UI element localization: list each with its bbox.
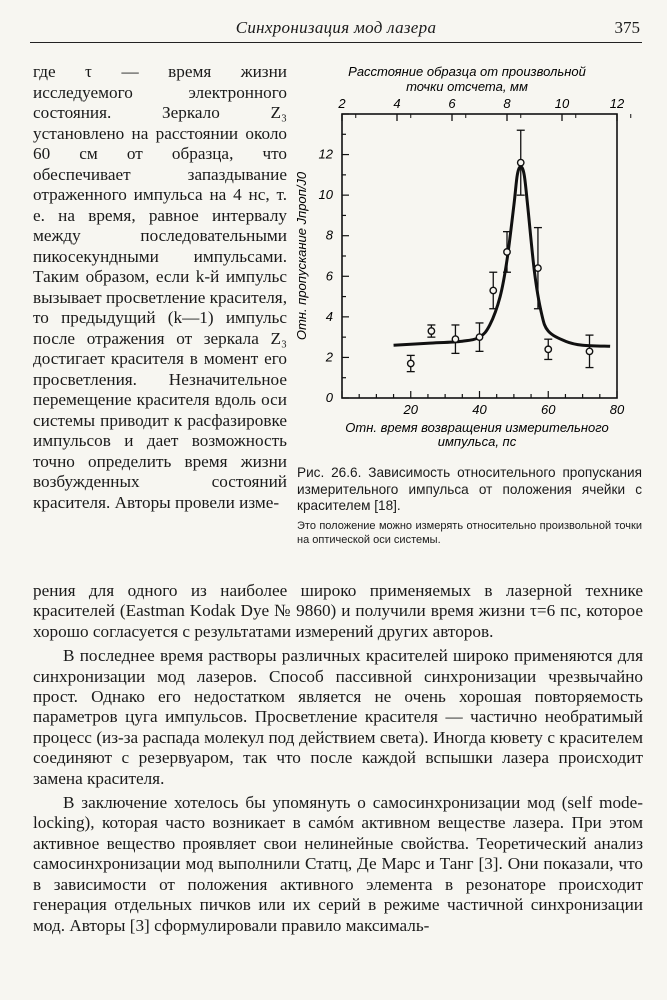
y-tick-label: 0 bbox=[325, 390, 333, 405]
y-tick-label: 6 bbox=[325, 268, 333, 284]
plot-frame bbox=[342, 114, 617, 398]
x-tick-label: 60 bbox=[541, 402, 556, 417]
caption-note: Это положение можно измерять относительно произвольной точки на оптической оси системы. bbox=[297, 519, 642, 546]
data-point bbox=[517, 130, 525, 195]
data-point-marker bbox=[586, 348, 592, 354]
left-column bbox=[33, 62, 287, 513]
data-point bbox=[451, 325, 459, 353]
figure-26-6 bbox=[292, 60, 642, 449]
left-column-text: где τ — время жизни исследуемого электронного состояния. Зеркало Z₃ установлено на расстоянии около 60 см от образца, что обеспечивает запаздывание отраженного импульса на 4 нс, т. е. на время, равное интервалу между последовательными пикосекундными импульсами. Таким образом, если k-й импульс вызывает просветление красителя, то предыдущий (k—1) импульс после отражения от зеркала Z₃ достигает красителя в момент его просветления. Незначительное перемещение красителя вдоль оси системы приводит к расфазировке импульсов и дает возможность точно определить время жизни возбужденных состояний красителя. Авторы провели изме- bbox=[33, 62, 287, 512]
y-tick-label: 4 bbox=[325, 308, 333, 324]
data-point-marker bbox=[476, 334, 482, 340]
x-axis-label-line1: Отн. время возвращения измерительного bbox=[345, 420, 609, 435]
running-header bbox=[30, 16, 642, 43]
top-tick-label: 10 bbox=[554, 96, 570, 111]
top-axis-ticks bbox=[337, 96, 625, 121]
top-tick-label: 6 bbox=[448, 96, 456, 111]
y-tick-label: 8 bbox=[325, 227, 333, 243]
data-point-marker bbox=[518, 159, 524, 165]
y-tick-label: 2 bbox=[325, 349, 333, 365]
x-axis-label-line2: импульса, пс bbox=[437, 434, 517, 449]
x-tick-label: 80 bbox=[609, 402, 625, 417]
data-point bbox=[544, 339, 552, 359]
data-point-marker bbox=[535, 265, 541, 271]
y-axis-label: Отн. пропускание Jпроп/J0 bbox=[294, 171, 309, 341]
caption-main: Рис. 26.6. Зависимость относительного пропускания измерительного импульса от положения ячейки с красителем [18]. bbox=[297, 465, 642, 513]
data-point bbox=[489, 272, 497, 309]
data-points bbox=[407, 130, 594, 371]
figure-caption bbox=[297, 465, 642, 547]
paragraph-2: В последнее время растворы различных красителей широко применяются для синхронизации мод лазеров. Способ пассивной синхронизации чрезвычайно прост. Однако его недостатком является не очень хорошая повторяемость параметров цуга импульсов. Просветление красителя — частично необратимый процесс (из-за распада молекул под действием света). Иногда кювету с красителем соединяют с резервуаром, так что после каждой вспышки лазера происходит замена красителя. bbox=[33, 646, 643, 788]
y-axis-ticks bbox=[319, 114, 349, 405]
y-tick-label: 12 bbox=[318, 146, 333, 162]
data-point-marker bbox=[490, 287, 496, 293]
top-tick-label: 8 bbox=[503, 96, 511, 111]
page-number: 375 bbox=[614, 18, 640, 37]
chart bbox=[292, 60, 642, 449]
data-point-marker bbox=[504, 249, 510, 255]
data-point-marker bbox=[408, 360, 414, 366]
paragraph-3: В заключение хотелось бы упомянуть о самосинхронизации мод (self mode-locking), которая часто возникает в самóм активном веществе лазера. При этом активное вещество проявляет свои нелинейные свойства. Теоретический анализ самосинхронизации мод выполнили Статц, Де Марс и Танг [3]. Они показали, что в зависимости от положения активного элемента в резонаторе происходит генерация отдельных пичков или их серий в режиме частичной синхронизации мод. Авторы [3] сформулировали правило максималь- bbox=[33, 793, 643, 935]
top-tick-label: 4 bbox=[393, 96, 401, 111]
data-point bbox=[476, 323, 484, 351]
data-point bbox=[586, 335, 594, 367]
top-tick-label: 2 bbox=[338, 96, 346, 111]
data-point-marker bbox=[452, 336, 458, 342]
fit-curve bbox=[394, 167, 611, 347]
x-tick-label: 40 bbox=[472, 402, 487, 417]
top-tick-label: 12 bbox=[609, 96, 625, 111]
paragraph-continuation: рения для одного из наиболее широко применяемых в лазерной технике красителей (Eastman Kodak Dye № 9860) и получили время жизни τ=6 пс, которое хорошо согласуется с результатами измерений других авторов. bbox=[33, 581, 643, 641]
running-title: Синхронизация мод лазера bbox=[235, 18, 437, 37]
data-point-marker bbox=[428, 328, 434, 334]
data-point bbox=[407, 355, 415, 371]
x-tick-label: 20 bbox=[403, 402, 418, 417]
top-axis-label-line2: точки отсчета, мм bbox=[406, 79, 528, 94]
data-point-marker bbox=[545, 346, 551, 352]
x-axis-ticks bbox=[342, 391, 625, 417]
data-point bbox=[534, 228, 542, 309]
data-point bbox=[427, 325, 435, 337]
top-axis-label-line1: Расстояние образца от произвольной bbox=[348, 64, 586, 79]
main-text bbox=[33, 581, 643, 936]
y-tick-label: 10 bbox=[318, 187, 333, 203]
